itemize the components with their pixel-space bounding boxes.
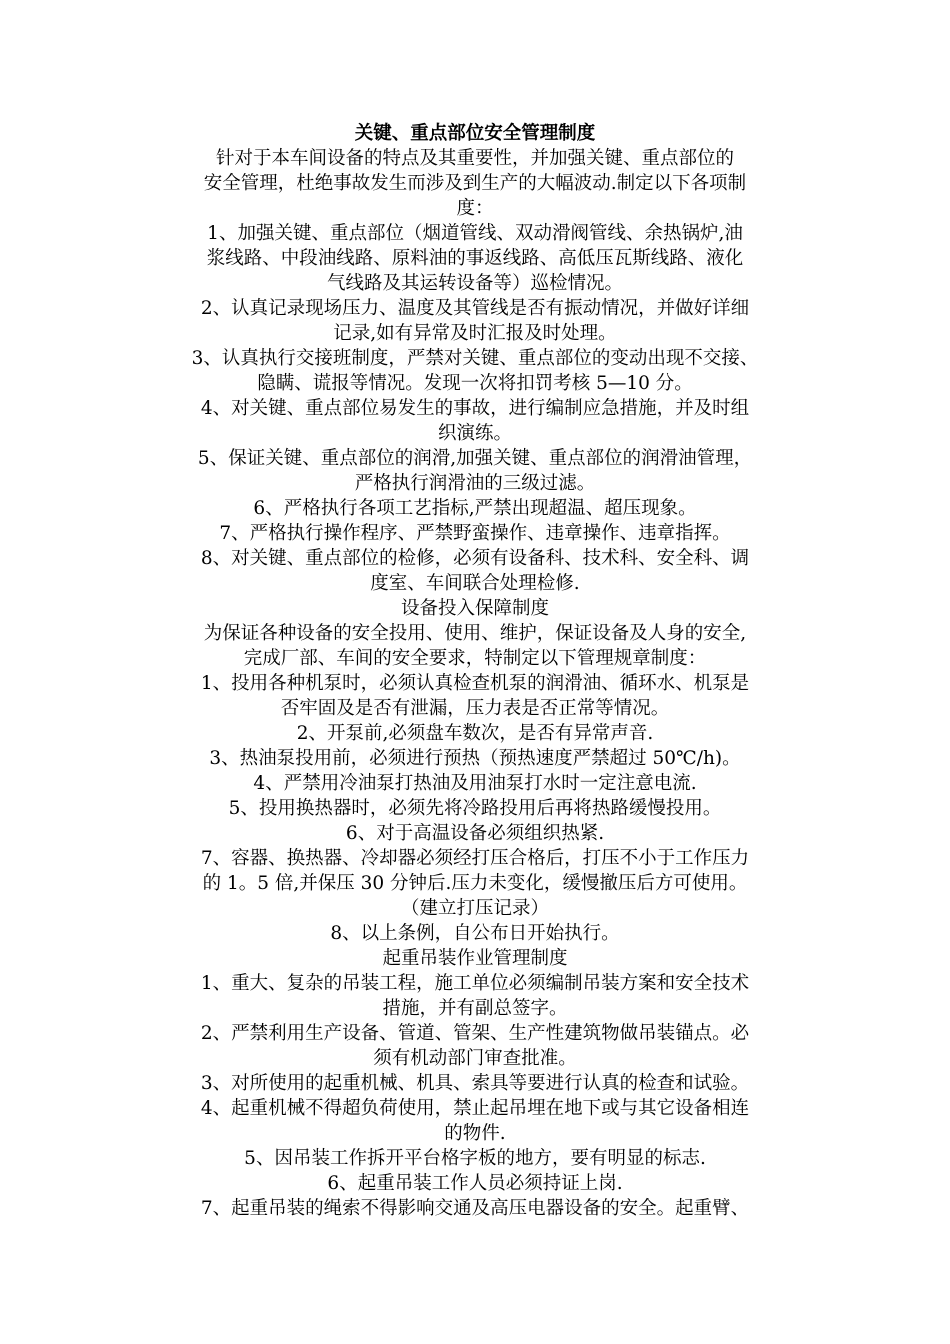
rule-item: 7、起重吊装的绳索不得影响交通及高压电器设备的安全。起重臂、 (200, 1198, 750, 1219)
section-title: 起重吊装作业管理制度 (382, 948, 568, 969)
section-title: 关键、重点部位安全管理制度 (354, 123, 596, 144)
section-intro: 针对于本车间设备的特点及其重要性，并加强关键、重点部位的 安全管理，杜绝事故发生而涉及到生产的大幅波动.制定以下各项制 度： (203, 148, 747, 219)
rule-item: 2、严禁利用生产设备、管道、管架、生产性建筑物做吊装锚点。必 须有机动部门审查批准。 (200, 1023, 750, 1069)
rule-item: 1、投用各种机泵时，必须认真检查机泵的润滑油、循环水、机泵是 否牢固及是否有泄漏，压力表是否正常等情况。 (200, 673, 750, 719)
rule-item: 6、严格执行各项工艺指标,严禁出现超温、超压现象。 (253, 498, 697, 519)
rule-item: 3、对所使用的起重机械、机具、索具等要进行认真的检查和试验。 (200, 1073, 750, 1094)
rule-item: 7、严格执行操作程序、严禁野蛮操作、违章操作、违章指挥。 (219, 523, 731, 544)
rule-item: 5、投用换热器时，必须先将冷路投用后再将热路缓慢投用。 (228, 798, 722, 819)
rule-item: 2、开泵前,必须盘车数次，是否有异常声音. (296, 723, 654, 744)
rule-item: 3、热油泵投用前，必须进行预热（预热速度严禁超过 50℃/h)。 (209, 748, 741, 769)
rule-item: 8、对关键、重点部位的检修，必须有设备科、技术科、安全科、调 度室、车间联合处理检修. (200, 548, 750, 594)
rule-item: 4、严禁用冷油泵打热油及用油泵打水时一定注意电流. (253, 773, 697, 794)
rule-item: 5、因吊装工作拆开平台格字板的地方，要有明显的标志. (244, 1148, 706, 1169)
rule-item: 1、重大、复杂的吊装工程，施工单位必须编制吊装方案和安全技术 措施，并有副总签字。 (200, 973, 750, 1019)
section-intro: 为保证各种设备的安全投用、使用、维护，保证设备及人身的安全, 完成厂部、车间的安全要求，特制定以下管理规章制度： (203, 623, 747, 669)
section-title: 设备投入保障制度 (400, 598, 549, 619)
document-page (138, 121, 812, 1221)
rule-item: 6、对于高温设备必须组织热紧. (345, 823, 605, 844)
rule-item: 7、容器、换热器、冷却器必须经打压合格后，打压不小于工作压力 的 1。5 倍,并保压 30 分钟后.压力未变化，缓慢撤压后方可使用。 （建立打压记录） (200, 848, 750, 919)
rule-item: 6、起重吊装工作人员必须持证上岗. (327, 1173, 623, 1194)
rule-item: 8、以上条例，自公布日开始执行。 (330, 923, 620, 944)
rule-item: 1、加强关键、重点部位（烟道管线、双动滑阀管线、余热锅炉,油 浆线路、中段油线路、原料油的事返线路、高低压瓦斯线路、液化 气线路及其运转设备等）巡检情况。 (206, 223, 744, 294)
rule-item: 4、对关键、重点部位易发生的事故，进行编制应急措施，并及时组 织演练。 (200, 398, 750, 444)
rule-item: 5、保证关键、重点部位的润滑,加强关键、重点部位的润滑油管理， 严格执行润滑油的三级过滤。 (197, 448, 753, 494)
rule-item: 4、起重机械不得超负荷使用，禁止起吊埋在地下或与其它设备相连 的物件. (200, 1098, 750, 1144)
rule-item: 2、认真记录现场压力、温度及其管线是否有振动情况，并做好详细 记录,如有异常及时汇报及时处理。 (200, 298, 750, 344)
rule-item: 3、认真执行交接班制度，严禁对关键、重点部位的变动出现不交接、 隐瞒、谎报等情况。发现一次将扣罚考核 5—10 分。 (191, 348, 759, 394)
